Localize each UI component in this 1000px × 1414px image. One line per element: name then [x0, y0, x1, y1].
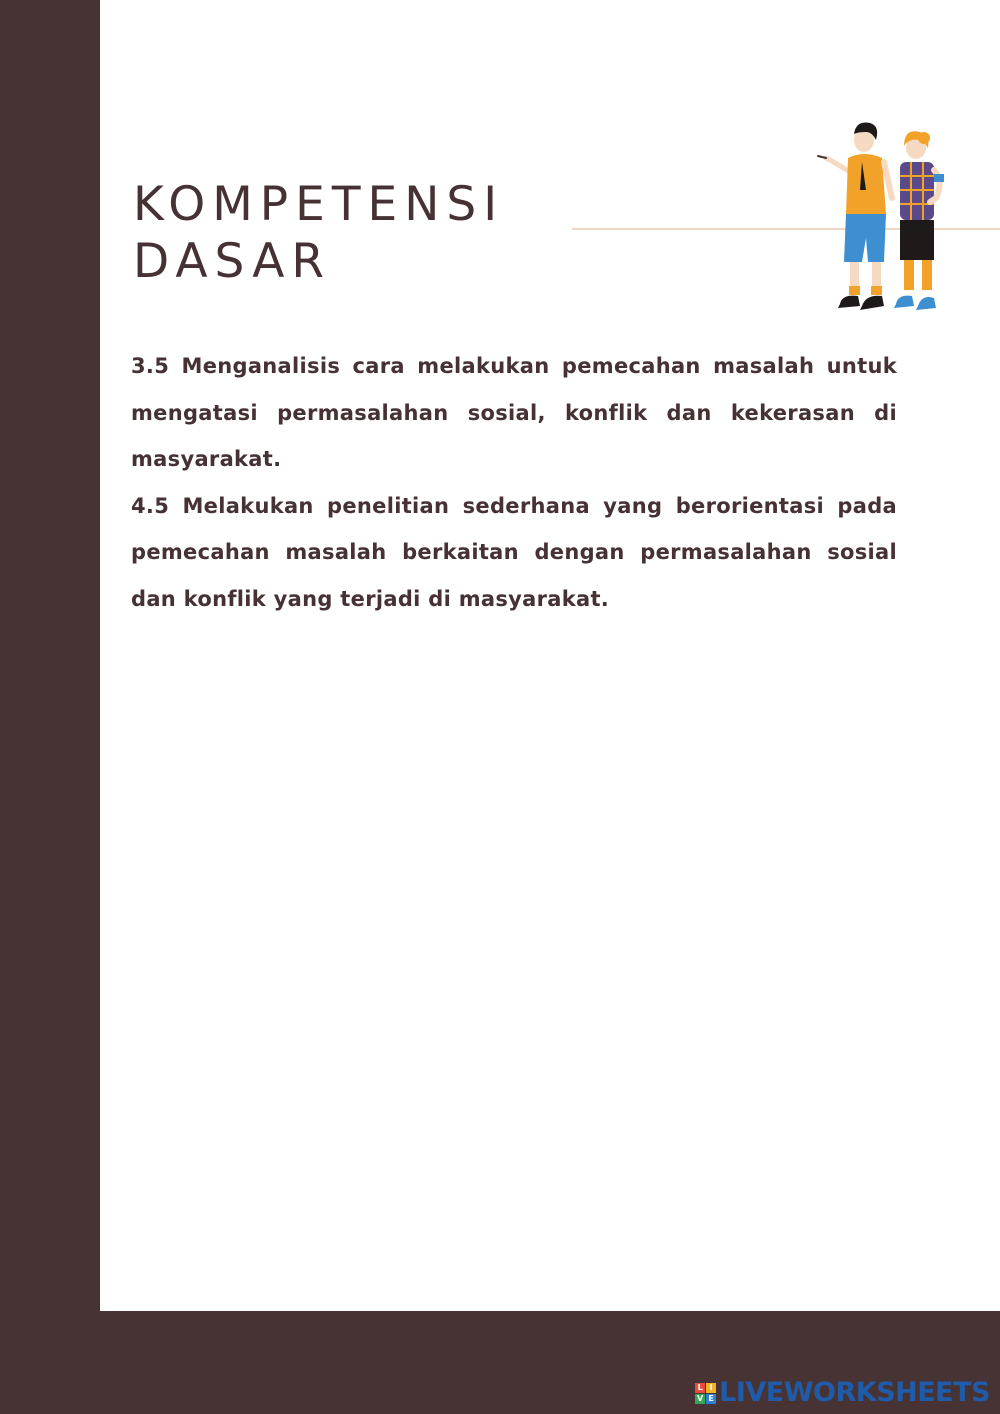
page-title-line-2: DASAR — [133, 234, 332, 289]
logo-letter-l: L — [695, 1383, 705, 1393]
girl-figure — [894, 131, 944, 310]
boy-figure — [818, 122, 892, 310]
liveworksheets-logo-icon — [695, 1383, 716, 1404]
page-title-line-1: KOMPETENSI — [133, 177, 505, 232]
page-title — [133, 176, 593, 290]
worksheet-page — [100, 0, 1000, 1311]
competency-paragraph-3-5: 3.5 Menganalisis cara melakukan pemecahan masalah untuk mengatasi permasalahan sosial, konflik dan kekerasan di masyarakat. — [131, 354, 897, 471]
liveworksheets-watermark — [695, 1378, 990, 1408]
liveworksheets-text: LIVEWORKSHEETS — [719, 1377, 990, 1408]
competency-text — [131, 343, 897, 622]
competency-paragraph-4-5: 4.5 Melakukan penelitian sederhana yang berorientasi pada pemecahan masalah berkaitan dengan permasalahan sosial dan konflik yang terjadi di masyarakat. — [131, 493, 897, 611]
logo-letter-e: E — [706, 1394, 716, 1404]
logo-letter-v: V — [697, 1393, 704, 1403]
logo-letter-i: I — [706, 1383, 716, 1393]
two-students-pointing-icon — [812, 118, 952, 318]
